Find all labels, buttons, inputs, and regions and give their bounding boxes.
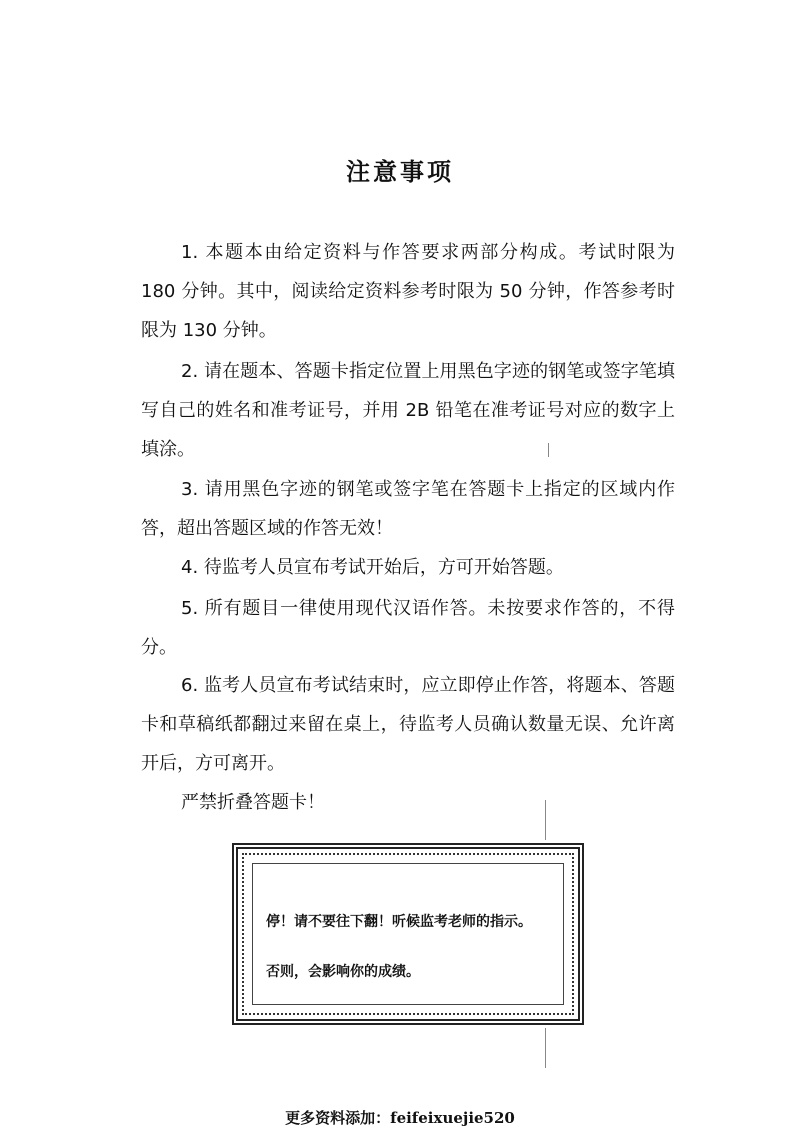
page-title: 注意事项 — [346, 158, 454, 186]
notice-item-1: 1. 本题本由给定资料与作答要求两部分构成。考试时限为 180 分钟。其中，阅读给定资料参考时限为 50 分钟，作答参考时限为 130 分钟。 — [141, 242, 675, 341]
no-folding-warning: 严禁折叠答题卡！ — [181, 792, 325, 813]
stop-notice-box — [232, 843, 584, 1025]
scan-artifact — [548, 443, 549, 457]
notice-item-6: 6. 监考人员宣布考试结束时，应立即停止作答，将题本、答题卡和草稿纸都翻过来留在桌上，待监考人员确认数量无误、允许离开后，方可离开。 — [141, 675, 675, 774]
notice-item-2: 2. 请在题本、答题卡指定位置上用黑色字迹的钢笔或签字笔填写自己的姓名和准考证号，并用 2B 铅笔在准考证号对应的数字上填涂。 — [141, 361, 675, 460]
scan-artifact — [545, 1028, 546, 1068]
decorative-border — [252, 863, 564, 1005]
score-warning-line: 否则，会影响你的成绩。 — [266, 964, 420, 980]
notice-item-5: 5. 所有题目一律使用现代汉语作答。未按要求作答的，不得分。 — [141, 598, 675, 658]
footer-contact: 更多资料添加：feifeixuejie520 — [285, 1109, 515, 1127]
notice-item-3: 3. 请用黑色字迹的钢笔或签字笔在答题卡上指定的区域内作答，超出答题区域的作答无效！ — [141, 479, 675, 539]
stop-notice-line: 停！请不要往下翻！听候监考老师的指示。 — [266, 914, 532, 930]
notice-item-4: 4. 待监考人员宣布考试开始后，方可开始答题。 — [181, 557, 564, 578]
scan-artifact — [545, 800, 546, 840]
